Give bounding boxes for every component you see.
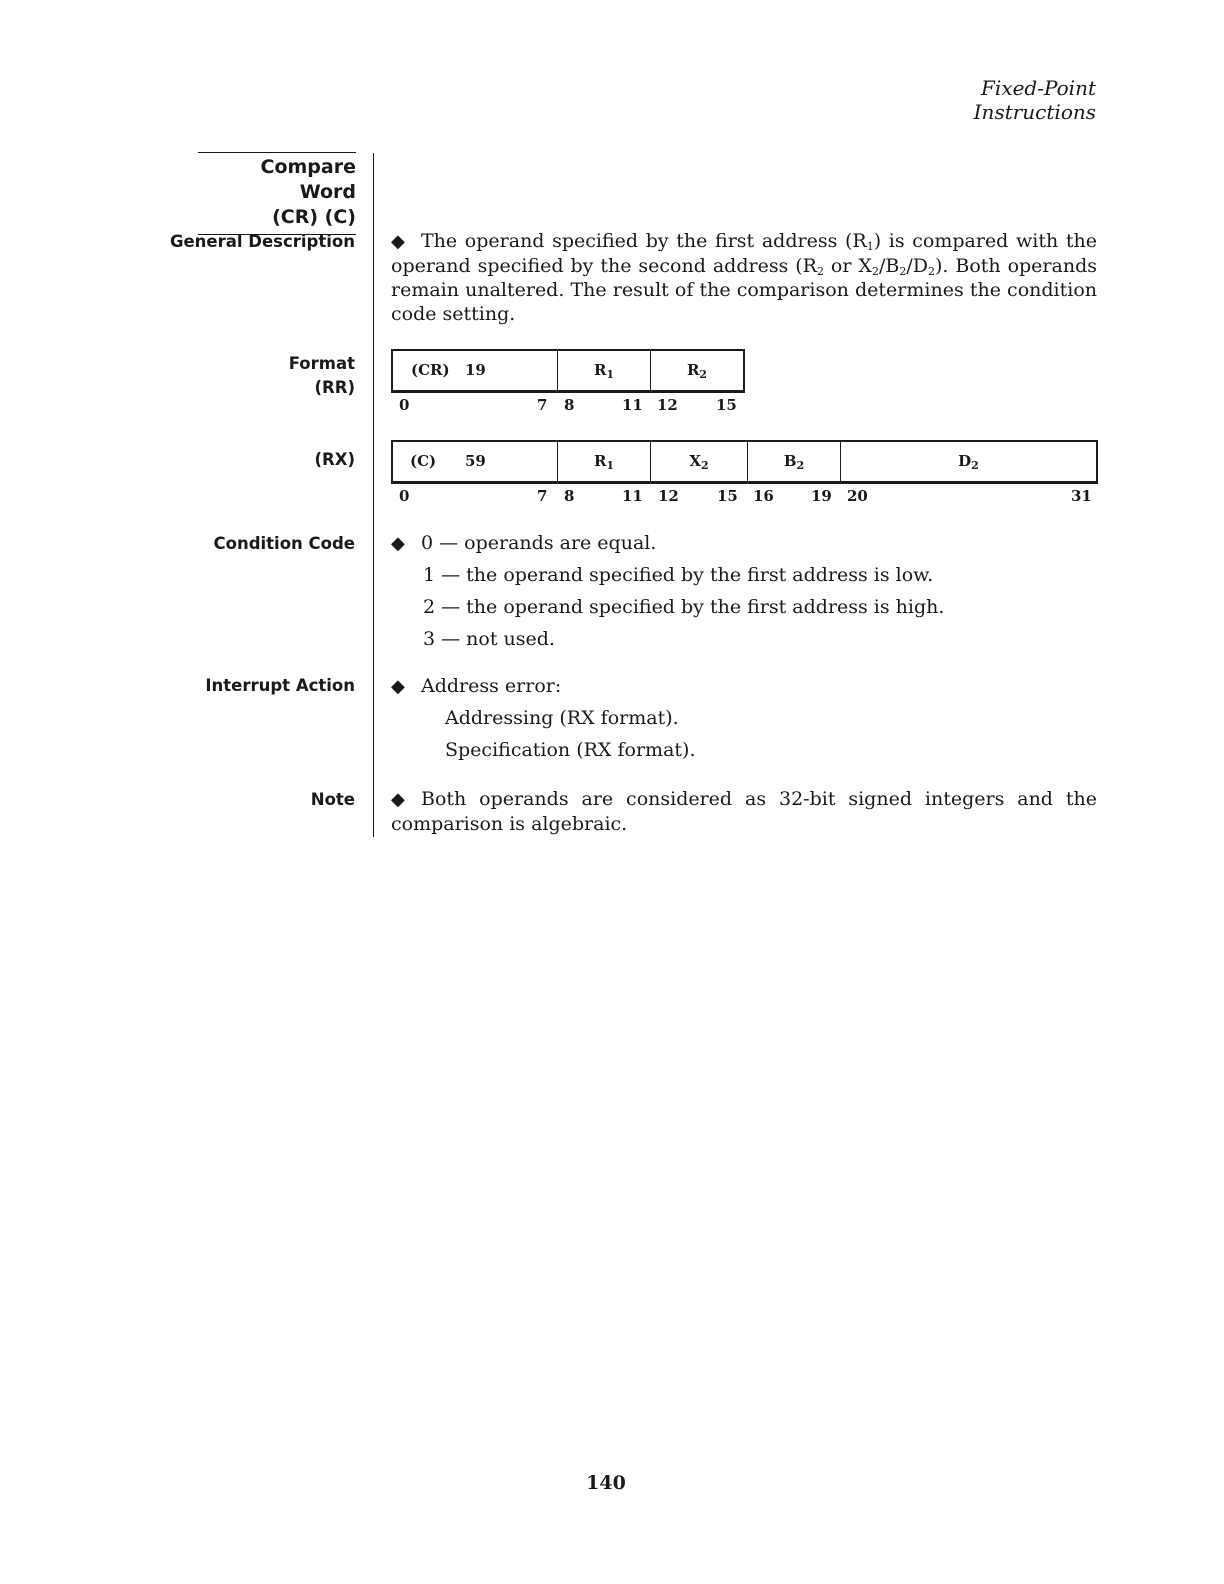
bit-label: 15 — [716, 396, 737, 414]
list-item: ◆ Address error: — [391, 670, 695, 702]
list-item: 1 — the operand specified by the first address is low. — [423, 564, 934, 586]
label-condition-code: Condition Code — [213, 534, 355, 553]
rx-bit-positions — [391, 487, 1098, 507]
running-head-line2: Instructions — [973, 100, 1096, 124]
label-general-description: General Description — [169, 232, 355, 251]
section-title-line2: (CR) (C) — [272, 206, 356, 228]
bit-label: 0 — [399, 487, 410, 505]
note-text: ◆ Both operands are considered as 32-bit signed integers and the comparison is algebraic. — [391, 788, 1097, 835]
rr-r2-field: $R_2$ — [686, 361, 708, 381]
bit-label: 19 — [811, 487, 832, 505]
bullet-icon: ◆ — [391, 231, 405, 252]
running-head — [974, 76, 1096, 124]
label-rr: (RR) — [314, 378, 355, 397]
condition-code-list — [391, 527, 944, 655]
rr-format-box — [391, 349, 745, 393]
rr-r1-field: $R_1$ — [558, 351, 651, 390]
general-description-text: ◆ The operand specified by the first address $(R_1)$ is compared with the operand specified by the second address ($R_2$ or $X_2/B_2/D_2$). Both operands remain unaltered. The result of the comparison determines the condition code setting. — [391, 230, 1097, 325]
rx-x2-field: $X_2$ — [651, 442, 748, 481]
bit-label: 11 — [622, 396, 643, 414]
bullet-icon: ◆ — [391, 533, 405, 554]
label-interrupt-action: Interrupt Action — [205, 676, 355, 695]
section-title — [198, 152, 356, 235]
list-item: Specification (RX format). — [445, 739, 696, 761]
label-rx: (RX) — [314, 450, 355, 469]
section-title-line1: Compare Word — [260, 156, 356, 203]
bit-label: 12 — [657, 396, 678, 414]
interrupt-action-list — [391, 670, 695, 766]
rx-r1-field: $R_1$ — [558, 442, 651, 481]
running-head-line1: Fixed-Point — [981, 76, 1096, 100]
bit-label: 8 — [564, 487, 575, 505]
list-item: 3 — not used. — [423, 628, 555, 650]
page-number: 140 — [586, 1472, 626, 1494]
bit-label: 16 — [753, 487, 774, 505]
bit-label: 15 — [717, 487, 738, 505]
bit-label: 7 — [537, 487, 548, 505]
list-item: 2 — the operand specified by the first address is high. — [423, 596, 945, 618]
column-divider — [373, 153, 374, 837]
rr-opcode-field: (CR) 19 — [393, 351, 558, 390]
rx-b2-field: $B_2$ — [748, 442, 841, 481]
bullet-icon: ◆ — [391, 789, 405, 810]
list-item: Addressing (RX format). — [445, 707, 679, 729]
list-item: ◆ 0 — operands are equal. — [391, 527, 944, 559]
bit-label: 12 — [658, 487, 679, 505]
bit-label: 0 — [399, 396, 410, 414]
bit-label: 31 — [1071, 487, 1092, 505]
label-note: Note — [310, 790, 355, 809]
rr-bit-positions — [391, 396, 751, 416]
bit-label: 7 — [537, 396, 548, 414]
bit-label: 11 — [622, 487, 643, 505]
label-format: Format — [288, 354, 355, 373]
rx-d2-field: $D_2$ — [958, 452, 979, 472]
bullet-icon: ◆ — [391, 676, 405, 697]
bit-label: 8 — [564, 396, 575, 414]
bit-label: 20 — [847, 487, 868, 505]
rx-format-box — [391, 440, 1098, 484]
rx-opcode-field: (C) 59 — [393, 442, 558, 481]
